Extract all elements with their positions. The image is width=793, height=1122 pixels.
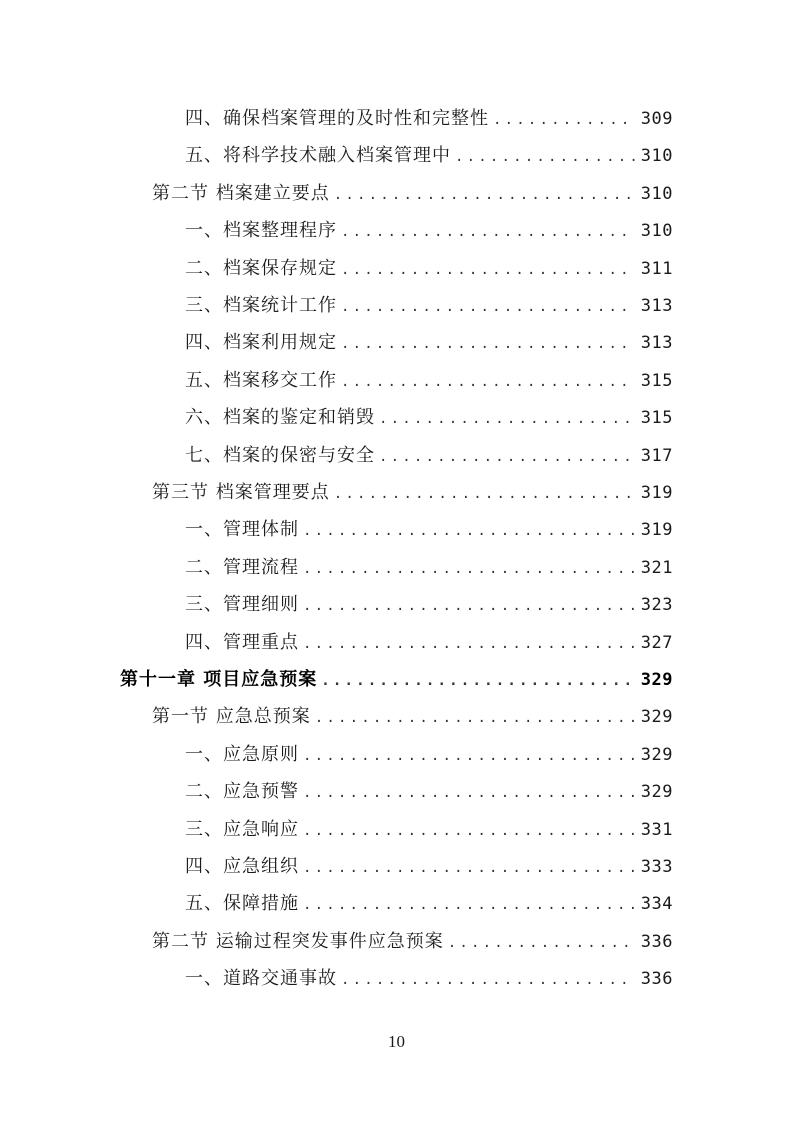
toc-entry-label: 五、档案移交工作 [185, 369, 337, 391]
toc-chapter-entry [120, 665, 673, 695]
toc-dot-leader [303, 629, 635, 659]
toc-entry-label: 三、档案统计工作 [185, 295, 337, 316]
toc-entry-page-number: 319 [640, 483, 673, 503]
toc-entry-page-number: 329 [640, 744, 673, 765]
toc-entry-label: 三、管理细则 [185, 594, 299, 616]
toc-subsection-entry [185, 254, 673, 284]
toc-entry-page-number: 333 [640, 857, 673, 877]
toc-dot-leader [303, 853, 635, 883]
toc-subsection-entry [185, 515, 673, 545]
toc-subsection-entry [185, 441, 673, 471]
toc-entry-page-number: 313 [640, 296, 673, 316]
toc-entry-page-number: 315 [640, 370, 673, 391]
toc-dot-leader [315, 703, 635, 733]
toc-entry-label: 一、应急原则 [185, 743, 299, 765]
toc-dot-leader [303, 554, 635, 584]
toc-entry-label: 第二节 运输过程突发事件应急预案 [152, 930, 444, 952]
toc-entry-label: 二、档案保存规定 [185, 257, 337, 279]
toc-dot-leader [379, 442, 635, 472]
toc-entry-label: 四、档案利用规定 [185, 332, 337, 354]
toc-subsection-entry [185, 740, 673, 770]
toc-subsection-entry [185, 964, 673, 994]
toc-subsection-entry [185, 141, 673, 171]
toc-entry-page-number: 309 [640, 109, 673, 129]
page-number: 10 [388, 1032, 405, 1051]
toc-entry-page-number: 319 [640, 520, 673, 541]
toc-subsection-entry [185, 889, 673, 919]
toc-entry-label: 二、应急预警 [185, 781, 299, 803]
toc-entry-label: 第一节 应急总预案 [152, 706, 311, 728]
toc-entry-label: 第三节 档案管理要点 [152, 482, 330, 503]
toc-entry-page-number: 311 [640, 258, 673, 279]
toc-dot-leader [341, 367, 635, 397]
toc-dot-leader [341, 292, 635, 322]
toc-entry-label: 四、确保档案管理的及时性和完整性 [185, 108, 489, 129]
toc-section-entry [152, 702, 673, 732]
toc-entry-label: 三、应急响应 [185, 818, 299, 840]
toc-entry-label: 四、管理重点 [185, 631, 299, 653]
toc-dot-leader [493, 105, 635, 135]
toc-subsection-entry [185, 403, 673, 433]
toc-entry-label: 六、档案的鉴定和销毁 [185, 407, 375, 429]
toc-dot-leader [341, 965, 635, 995]
toc-dot-leader [303, 778, 635, 808]
toc-entry-page-number: 334 [640, 894, 673, 915]
toc-entry-page-number: 331 [640, 819, 673, 840]
toc-entry-label: 一、道路交通事故 [185, 968, 337, 990]
toc-entry-page-number: 315 [640, 408, 673, 429]
toc-dot-leader [448, 928, 635, 958]
toc-subsection-entry [185, 553, 673, 583]
toc-entry-label: 第十一章 项目应急预案 [120, 669, 318, 690]
toc-dot-leader [303, 816, 635, 846]
toc-entry-page-number: 329 [640, 707, 673, 728]
toc-subsection-entry [185, 777, 673, 807]
toc-subsection-entry [185, 104, 673, 134]
toc-entry-page-number: 317 [640, 445, 673, 466]
toc-entry-label: 一、管理体制 [185, 519, 299, 541]
toc-subsection-entry [185, 628, 673, 658]
toc-dot-leader [379, 404, 635, 434]
toc-entry-label: 七、档案的保密与安全 [185, 444, 375, 466]
toc-dot-leader [455, 142, 635, 172]
toc-subsection-entry [185, 366, 673, 396]
toc-entry-label: 四、应急组织 [185, 856, 299, 877]
toc-entry-page-number: 321 [640, 557, 673, 578]
toc-entry-page-number: 329 [640, 670, 673, 690]
toc-dot-leader [303, 516, 635, 546]
toc-entry-label: 二、管理流程 [185, 556, 299, 578]
toc-dot-leader [303, 591, 635, 621]
toc-entry-label: 第二节 档案建立要点 [152, 182, 330, 204]
toc-entry-page-number: 323 [640, 595, 673, 616]
toc-entry-page-number: 336 [640, 931, 673, 952]
toc-subsection-entry [185, 216, 673, 246]
toc-dot-leader [334, 180, 635, 210]
toc-dot-leader [341, 255, 635, 285]
toc-entry-page-number: 310 [640, 146, 673, 167]
toc-entry-page-number: 327 [640, 632, 673, 653]
toc-dot-leader [303, 890, 635, 920]
toc-subsection-entry [185, 815, 673, 845]
toc-subsection-entry [185, 291, 673, 321]
toc-entry-page-number: 313 [640, 333, 673, 354]
toc-dot-leader [341, 217, 635, 247]
toc-section-entry [152, 927, 673, 957]
toc-subsection-entry [185, 328, 673, 358]
toc-subsection-entry [185, 852, 673, 882]
toc-entry-page-number: 310 [640, 221, 673, 242]
toc-entry-page-number: 329 [640, 782, 673, 803]
toc-dot-leader [321, 666, 635, 696]
toc-dot-leader [303, 741, 635, 771]
toc-entry-label: 五、保障措施 [185, 893, 299, 915]
toc-dot-leader [341, 329, 635, 359]
toc-entry-page-number: 336 [640, 969, 673, 990]
toc-entry-label: 一、档案整理程序 [185, 220, 337, 242]
toc-entry-page-number: 310 [640, 183, 673, 204]
toc-subsection-entry [185, 590, 673, 620]
toc-section-entry [152, 478, 673, 508]
toc-section-entry [152, 179, 673, 209]
toc-entry-label: 五、将科学技术融入档案管理中 [185, 145, 451, 167]
toc-dot-leader [334, 479, 635, 509]
